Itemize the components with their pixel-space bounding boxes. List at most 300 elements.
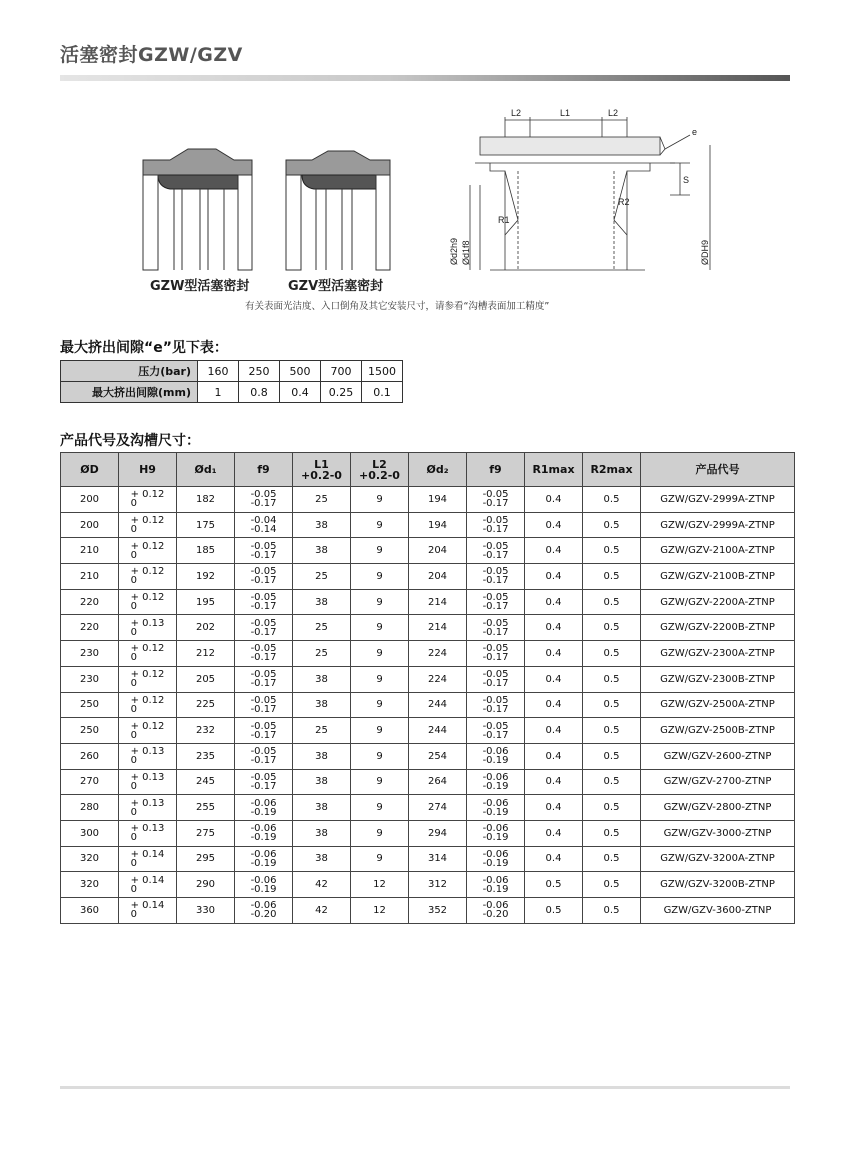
cell-f9-d2-tolerance (483, 850, 509, 868)
product-table-body (61, 487, 795, 924)
cell-f9-d1 (235, 512, 293, 538)
tolerance-upper: -0.05 (482, 720, 509, 732)
tolerance-upper: -0.06 (250, 900, 277, 912)
cell-l1: 38 (293, 666, 351, 692)
gap-cell: 1 (198, 382, 239, 403)
cell-d: 270 (61, 769, 119, 795)
cell-l1: 42 (293, 872, 351, 898)
table-row (61, 615, 795, 641)
tolerance-lower: -0.19 (482, 857, 509, 869)
product-section-title: 产品代号及沟槽尺寸： (60, 433, 200, 449)
col-l1 (293, 453, 351, 487)
tolerance-upper: + 0.13 (130, 797, 165, 809)
cell-f9-d2-tolerance (483, 542, 509, 560)
cell-d: 280 (61, 795, 119, 821)
col-d2: Ød₂ (409, 453, 467, 487)
cell-h9-tolerance (131, 516, 165, 534)
dim-s: S (683, 175, 690, 185)
cell-f9-d2-tolerance (483, 824, 509, 842)
dim-l2-right: L2 (608, 108, 619, 118)
gzv-seal-figure (286, 151, 390, 270)
tolerance-upper: -0.05 (250, 540, 277, 552)
cell-code: GZW/GZV-3200A-ZTNP (641, 846, 795, 872)
gap-section-title: 最大挤出间隙“e”见下表： (60, 340, 228, 356)
table-row (61, 487, 795, 513)
cell-h9 (119, 564, 177, 590)
cell-f9-d1-tolerance (251, 799, 277, 817)
cell-l1: 38 (293, 589, 351, 615)
table-row (61, 692, 795, 718)
table-row (61, 846, 795, 872)
cell-d1: 212 (177, 641, 235, 667)
cell-f9-d2-tolerance (483, 773, 509, 791)
cell-r1: 0.4 (525, 718, 583, 744)
col-l1-tol: +0.2-0 (301, 468, 342, 482)
table-row (61, 512, 795, 538)
cell-f9-d2 (467, 589, 525, 615)
cell-l2: 9 (351, 820, 409, 846)
table-row (61, 718, 795, 744)
cell-f9-d2 (467, 718, 525, 744)
tolerance-upper: -0.05 (482, 489, 509, 501)
cell-f9-d1 (235, 846, 293, 872)
tolerance-lower: -0.19 (482, 832, 509, 844)
tolerance-lower: -0.19 (482, 780, 509, 792)
cell-code: GZW/GZV-2500A-ZTNP (641, 692, 795, 718)
cell-f9-d2 (467, 487, 525, 513)
cell-l2: 9 (351, 538, 409, 564)
cell-f9-d1 (235, 538, 293, 564)
cell-l1: 25 (293, 564, 351, 590)
cell-h9-tolerance (131, 542, 165, 560)
cell-l2: 9 (351, 769, 409, 795)
table-row (61, 564, 795, 590)
cell-d2: 312 (409, 872, 467, 898)
col-l2-tol: +0.2-0 (359, 468, 400, 482)
cell-h9 (119, 795, 177, 821)
cell-h9-tolerance (131, 722, 165, 740)
cell-d2: 274 (409, 795, 467, 821)
tolerance-upper: + 0.13 (130, 617, 165, 629)
tolerance-lower: -0.17 (250, 601, 277, 613)
tolerance-upper: -0.06 (250, 823, 277, 835)
cell-f9-d1-tolerance (251, 490, 277, 508)
cell-r1: 0.4 (525, 512, 583, 538)
cell-l1: 38 (293, 512, 351, 538)
tolerance-upper: + 0.12 (130, 694, 165, 706)
cell-d1: 185 (177, 538, 235, 564)
cell-h9-tolerance (131, 490, 165, 508)
cell-d2: 214 (409, 615, 467, 641)
tolerance-lower: 0 (130, 575, 137, 587)
cell-d: 360 (61, 898, 119, 924)
cell-h9-tolerance (131, 876, 165, 894)
table-row (61, 538, 795, 564)
cell-h9-tolerance (131, 901, 165, 919)
cell-f9-d1 (235, 692, 293, 718)
cell-f9-d2-tolerance (483, 593, 509, 611)
tolerance-upper: + 0.13 (130, 771, 165, 783)
cell-d1: 232 (177, 718, 235, 744)
tolerance-lower: -0.17 (482, 626, 509, 638)
cell-l1: 38 (293, 743, 351, 769)
cell-r2: 0.5 (583, 769, 641, 795)
tolerance-upper: -0.05 (482, 515, 509, 527)
cell-f9-d1-tolerance (251, 773, 277, 791)
cell-d2: 204 (409, 538, 467, 564)
tolerance-upper: + 0.12 (130, 669, 165, 681)
tolerance-upper: + 0.12 (130, 592, 165, 604)
tolerance-lower: -0.17 (250, 703, 277, 715)
cell-h9 (119, 718, 177, 744)
dim-d1: Ød1f8 (461, 240, 471, 265)
cell-h9 (119, 487, 177, 513)
cell-d: 200 (61, 512, 119, 538)
cell-d2: 194 (409, 487, 467, 513)
cell-r1: 0.4 (525, 487, 583, 513)
cell-f9-d1-tolerance (251, 542, 277, 560)
tolerance-lower: 0 (130, 524, 137, 536)
cell-h9-tolerance (131, 850, 165, 868)
tolerance-lower: 0 (130, 832, 137, 844)
table-row (61, 641, 795, 667)
cell-d: 250 (61, 692, 119, 718)
cell-r2: 0.5 (583, 564, 641, 590)
tolerance-lower: -0.17 (482, 549, 509, 561)
cell-d: 220 (61, 615, 119, 641)
cell-f9-d2 (467, 666, 525, 692)
cell-f9-d2-tolerance (483, 799, 509, 817)
tolerance-upper: -0.05 (250, 566, 277, 578)
cell-r1: 0.4 (525, 846, 583, 872)
cell-l2: 9 (351, 743, 409, 769)
table-row (61, 589, 795, 615)
tolerance-upper: -0.06 (250, 797, 277, 809)
cell-d1: 182 (177, 487, 235, 513)
tolerance-lower: -0.17 (250, 729, 277, 741)
cell-h9 (119, 589, 177, 615)
cell-code: GZW/GZV-2200A-ZTNP (641, 589, 795, 615)
table-header-row (61, 453, 795, 487)
cell-d: 300 (61, 820, 119, 846)
cell-d1: 195 (177, 589, 235, 615)
cell-h9 (119, 820, 177, 846)
cell-d1: 330 (177, 898, 235, 924)
cell-code: GZW/GZV-2500B-ZTNP (641, 718, 795, 744)
table-row (61, 898, 795, 924)
cell-f9-d2-tolerance (483, 644, 509, 662)
cell-h9-tolerance (131, 567, 165, 585)
dim-d2: Ød2h9 (449, 237, 459, 265)
cell-f9-d2 (467, 872, 525, 898)
table-row (61, 743, 795, 769)
col-code: 产品代号 (641, 453, 795, 487)
gap-row (61, 382, 403, 403)
cell-d: 260 (61, 743, 119, 769)
tolerance-lower: -0.17 (482, 703, 509, 715)
cell-f9-d2-tolerance (483, 696, 509, 714)
cell-f9-d2 (467, 615, 525, 641)
col-r1: R1max (525, 453, 583, 487)
cell-r1: 0.5 (525, 872, 583, 898)
pressure-cell: 1500 (362, 361, 403, 382)
tolerance-upper: -0.05 (482, 566, 509, 578)
cell-l2: 9 (351, 615, 409, 641)
tolerance-lower: -0.17 (482, 601, 509, 613)
cell-r2: 0.5 (583, 641, 641, 667)
cell-f9-d1-tolerance (251, 876, 277, 894)
gap-cell: 0.1 (362, 382, 403, 403)
tolerance-upper: -0.05 (250, 746, 277, 758)
tolerance-lower: -0.17 (482, 524, 509, 536)
gap-cell: 0.4 (280, 382, 321, 403)
cell-f9-d2-tolerance (483, 901, 509, 919)
cell-d2: 194 (409, 512, 467, 538)
tolerance-upper: -0.05 (482, 617, 509, 629)
cell-f9-d2-tolerance (483, 567, 509, 585)
tolerance-lower: -0.19 (482, 883, 509, 895)
cell-f9-d2 (467, 692, 525, 718)
tolerance-lower: -0.19 (482, 806, 509, 818)
cell-l1: 38 (293, 692, 351, 718)
gzv-seal-label: GZV型活塞密封 (288, 279, 384, 294)
cell-l2: 9 (351, 666, 409, 692)
tolerance-lower: 0 (130, 755, 137, 767)
cell-h9-tolerance (131, 799, 165, 817)
cell-r1: 0.4 (525, 641, 583, 667)
cell-d1: 235 (177, 743, 235, 769)
cell-d: 210 (61, 538, 119, 564)
dim-l1: L1 (560, 108, 571, 118)
cell-code: GZW/GZV-2999A-ZTNP (641, 487, 795, 513)
tolerance-lower: 0 (130, 780, 137, 792)
cell-f9-d1-tolerance (251, 670, 277, 688)
cell-d: 200 (61, 487, 119, 513)
tolerance-lower: 0 (130, 806, 137, 818)
cell-f9-d2-tolerance (483, 722, 509, 740)
cell-f9-d2 (467, 795, 525, 821)
cell-h9 (119, 898, 177, 924)
tolerance-upper: + 0.12 (130, 540, 165, 552)
tolerance-upper: + 0.14 (130, 848, 165, 860)
cell-h9 (119, 846, 177, 872)
dim-l2-left: L2 (511, 108, 522, 118)
cell-f9-d2 (467, 898, 525, 924)
pressure-row (61, 361, 403, 382)
cell-code: GZW/GZV-2200B-ZTNP (641, 615, 795, 641)
cell-f9-d1-tolerance (251, 593, 277, 611)
tolerance-upper: + 0.13 (130, 746, 165, 758)
cell-f9-d1 (235, 589, 293, 615)
dim-e: e (692, 127, 698, 137)
cell-code: GZW/GZV-2600-ZTNP (641, 743, 795, 769)
tolerance-lower: 0 (130, 703, 137, 715)
cell-d: 250 (61, 718, 119, 744)
pressure-cell: 700 (321, 361, 362, 382)
tolerance-upper: -0.05 (482, 643, 509, 655)
cell-l2: 9 (351, 692, 409, 718)
cell-h9 (119, 538, 177, 564)
cell-d2: 264 (409, 769, 467, 795)
tolerance-lower: -0.19 (250, 857, 277, 869)
tolerance-upper: + 0.14 (130, 900, 165, 912)
table-row (61, 769, 795, 795)
cell-d1: 205 (177, 666, 235, 692)
tolerance-lower: -0.17 (250, 575, 277, 587)
cell-f9-d2 (467, 769, 525, 795)
tolerance-lower: 0 (130, 626, 137, 638)
cell-f9-d1-tolerance (251, 824, 277, 842)
gzw-seal-figure (143, 149, 252, 270)
cell-r1: 0.4 (525, 769, 583, 795)
cell-f9-d2-tolerance (483, 876, 509, 894)
cell-d: 230 (61, 641, 119, 667)
tolerance-upper: -0.06 (482, 823, 509, 835)
cell-l2: 9 (351, 718, 409, 744)
tolerance-upper: -0.05 (482, 592, 509, 604)
tolerance-lower: -0.17 (250, 652, 277, 664)
col-l1-label: L1 (314, 457, 329, 471)
tolerance-upper: + 0.14 (130, 874, 165, 886)
tolerance-lower: 0 (130, 549, 137, 561)
cell-l2: 12 (351, 872, 409, 898)
cell-l2: 9 (351, 512, 409, 538)
table-row (61, 795, 795, 821)
cell-h9 (119, 512, 177, 538)
tolerance-lower: -0.17 (250, 549, 277, 561)
cell-h9-tolerance (131, 619, 165, 637)
cell-h9 (119, 692, 177, 718)
cell-d2: 244 (409, 718, 467, 744)
cell-h9 (119, 666, 177, 692)
tolerance-lower: -0.20 (250, 909, 277, 921)
cell-r2: 0.5 (583, 666, 641, 692)
cell-f9-d1 (235, 743, 293, 769)
product-code-table (60, 452, 795, 924)
tolerance-lower: 0 (130, 498, 137, 510)
cell-d: 320 (61, 846, 119, 872)
cell-r1: 0.4 (525, 820, 583, 846)
cell-h9-tolerance (131, 670, 165, 688)
col-r2: R2max (583, 453, 641, 487)
cell-r2: 0.5 (583, 820, 641, 846)
gzw-seal-label: GZW型活塞密封 (150, 279, 250, 294)
cell-f9-d2 (467, 820, 525, 846)
cell-code: GZW/GZV-2300B-ZTNP (641, 666, 795, 692)
tolerance-upper: -0.05 (482, 669, 509, 681)
col-f9-d2: f9 (467, 453, 525, 487)
cell-code: GZW/GZV-2300A-ZTNP (641, 641, 795, 667)
cell-r1: 0.4 (525, 666, 583, 692)
cell-h9-tolerance (131, 773, 165, 791)
table-row (61, 872, 795, 898)
cell-d: 210 (61, 564, 119, 590)
tolerance-upper: -0.05 (250, 669, 277, 681)
cell-h9-tolerance (131, 824, 165, 842)
cell-d1: 175 (177, 512, 235, 538)
tolerance-lower: -0.17 (482, 678, 509, 690)
cell-l1: 38 (293, 769, 351, 795)
tolerance-upper: + 0.12 (130, 515, 165, 527)
cell-r1: 0.4 (525, 743, 583, 769)
cell-f9-d1-tolerance (251, 516, 277, 534)
tolerance-lower: 0 (130, 909, 137, 921)
cell-r2: 0.5 (583, 718, 641, 744)
surface-finish-note: 有关表面光洁度、入口倒角及其它安装尺寸，请参看“沟槽表面加工精度” (245, 301, 550, 312)
tolerance-lower: 0 (130, 652, 137, 664)
cell-f9-d2-tolerance (483, 516, 509, 534)
tolerance-upper: -0.06 (250, 874, 277, 886)
tolerance-lower: -0.17 (250, 755, 277, 767)
tolerance-upper: -0.05 (250, 694, 277, 706)
cell-code: GZW/GZV-2800-ZTNP (641, 795, 795, 821)
cell-f9-d1 (235, 718, 293, 744)
cell-code: GZW/GZV-3600-ZTNP (641, 898, 795, 924)
cell-f9-d2-tolerance (483, 619, 509, 637)
col-d1: Ød₁ (177, 453, 235, 487)
pressure-cell: 250 (239, 361, 280, 382)
col-h9: H9 (119, 453, 177, 487)
tolerance-lower: -0.19 (482, 755, 509, 767)
cell-code: GZW/GZV-2700-ZTNP (641, 769, 795, 795)
cell-f9-d1 (235, 641, 293, 667)
tolerance-upper: + 0.12 (130, 566, 165, 578)
cell-l2: 9 (351, 641, 409, 667)
cell-h9 (119, 872, 177, 898)
cell-r2: 0.5 (583, 692, 641, 718)
tolerance-lower: 0 (130, 601, 137, 613)
tolerance-lower: -0.17 (482, 652, 509, 664)
cell-h9-tolerance (131, 644, 165, 662)
dim-r1: R1 (498, 215, 510, 225)
cell-r2: 0.5 (583, 538, 641, 564)
cell-f9-d1 (235, 666, 293, 692)
tolerance-upper: -0.05 (250, 720, 277, 732)
cell-r1: 0.4 (525, 589, 583, 615)
cell-f9-d1-tolerance (251, 619, 277, 637)
cell-f9-d2-tolerance (483, 747, 509, 765)
cell-f9-d1 (235, 872, 293, 898)
tolerance-lower: -0.14 (250, 524, 277, 536)
title-rule (60, 75, 790, 81)
cell-l2: 12 (351, 898, 409, 924)
gap-label: 最大挤出间隙(mm) (61, 382, 198, 403)
tolerance-upper: -0.05 (482, 540, 509, 552)
cell-code: GZW/GZV-3200B-ZTNP (641, 872, 795, 898)
cell-r2: 0.5 (583, 795, 641, 821)
tolerance-upper: + 0.12 (130, 489, 165, 501)
tolerance-upper: -0.06 (482, 746, 509, 758)
cell-d2: 214 (409, 589, 467, 615)
gap-cell: 0.25 (321, 382, 362, 403)
cell-d1: 275 (177, 820, 235, 846)
cell-f9-d1 (235, 898, 293, 924)
pressure-cell: 160 (198, 361, 239, 382)
tolerance-upper: -0.04 (250, 515, 277, 527)
cell-l2: 9 (351, 589, 409, 615)
cell-d: 230 (61, 666, 119, 692)
tolerance-lower: 0 (130, 883, 137, 895)
cell-l1: 38 (293, 538, 351, 564)
cell-f9-d1-tolerance (251, 567, 277, 585)
cell-code: GZW/GZV-2999A-ZTNP (641, 512, 795, 538)
cell-r1: 0.4 (525, 795, 583, 821)
cell-h9 (119, 743, 177, 769)
cell-h9-tolerance (131, 593, 165, 611)
cell-d1: 225 (177, 692, 235, 718)
cell-f9-d1 (235, 615, 293, 641)
tolerance-lower: -0.17 (250, 678, 277, 690)
